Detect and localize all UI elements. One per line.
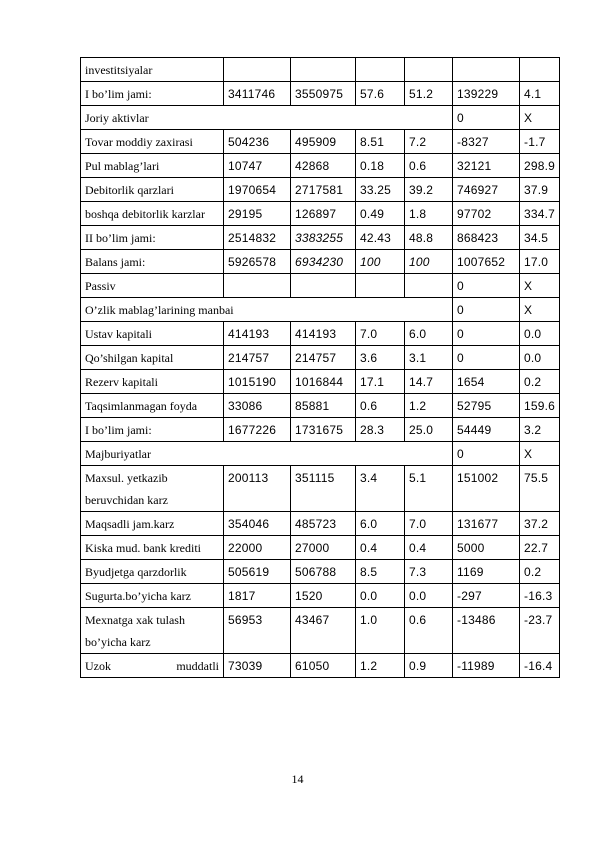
- table-row: [81, 346, 560, 370]
- cell: 85881: [291, 394, 356, 418]
- cell: 0: [453, 322, 520, 346]
- cell: -13486: [453, 608, 520, 654]
- table-row: [81, 560, 560, 584]
- row-label: Kiska mud. bank krediti: [81, 536, 224, 560]
- cell: 0.6: [405, 154, 453, 178]
- row-label: Taqsimlanmagan foyda: [81, 394, 224, 418]
- cell: 200113: [224, 466, 291, 512]
- cell: 100: [405, 250, 453, 274]
- cell: 0.6: [405, 608, 453, 654]
- cell: 159.6: [520, 394, 560, 418]
- cell: 5926578: [224, 250, 291, 274]
- cell: 25.0: [405, 418, 453, 442]
- cell: -1.7: [520, 130, 560, 154]
- table-row: [81, 442, 560, 466]
- row-label: Passiv: [81, 274, 224, 298]
- table-row: [81, 82, 560, 106]
- cell: 1654: [453, 370, 520, 394]
- cell: 28.3: [356, 418, 405, 442]
- cell: 3550975: [291, 82, 356, 106]
- cell: 39.2: [405, 178, 453, 202]
- cell: 139229: [453, 82, 520, 106]
- cell: 0.0: [520, 322, 560, 346]
- cell: 1.2: [405, 394, 453, 418]
- cell: 42.43: [356, 226, 405, 250]
- row-label: boshqa debitorlik karzlar: [81, 202, 224, 226]
- row-label: Tovar moddiy zaxirasi: [81, 130, 224, 154]
- cell: 51.2: [405, 82, 453, 106]
- cell: [356, 274, 405, 298]
- cell: 0.0: [405, 584, 453, 608]
- cell: 3411746: [224, 82, 291, 106]
- cell: 0: [453, 442, 520, 466]
- cell: 495909: [291, 130, 356, 154]
- cell: 37.2: [520, 512, 560, 536]
- cell: 0: [453, 274, 520, 298]
- cell: 1520: [291, 584, 356, 608]
- cell: 1.2: [356, 654, 405, 678]
- table-row: [81, 154, 560, 178]
- row-label: Maqsadli jam.karz: [81, 512, 224, 536]
- cell: 54449: [453, 418, 520, 442]
- row-label: Qo’shilgan kapital: [81, 346, 224, 370]
- cell: 505619: [224, 560, 291, 584]
- cell: 6.0: [405, 322, 453, 346]
- cell: 3.1: [405, 346, 453, 370]
- cell: 0.2: [520, 370, 560, 394]
- cell: 485723: [291, 512, 356, 536]
- row-label: I bo’lim jami:: [81, 82, 224, 106]
- cell: 10747: [224, 154, 291, 178]
- cell: -297: [453, 584, 520, 608]
- cell: 504236: [224, 130, 291, 154]
- cell: 3.4: [356, 466, 405, 512]
- table-row: [81, 608, 560, 654]
- cell: 6934230: [291, 250, 356, 274]
- cell: 1016844: [291, 370, 356, 394]
- table-row: [81, 370, 560, 394]
- cell: 8.5: [356, 560, 405, 584]
- table-row: [81, 654, 560, 678]
- row-label: Uzok muddatli: [81, 654, 224, 678]
- cell: -16.3: [520, 584, 560, 608]
- cell: 14.7: [405, 370, 453, 394]
- cell: 1.8: [405, 202, 453, 226]
- balance-table: [80, 57, 560, 678]
- section-heading: Joriy aktivlar: [81, 106, 453, 130]
- cell: 298.9: [520, 154, 560, 178]
- cell: 214757: [291, 346, 356, 370]
- table-row: [81, 178, 560, 202]
- row-label: I bo’lim jami:: [81, 418, 224, 442]
- cell: 17.0: [520, 250, 560, 274]
- table-row: [81, 250, 560, 274]
- cell: 0.6: [356, 394, 405, 418]
- cell: 0.2: [520, 560, 560, 584]
- cell: 0.0: [520, 346, 560, 370]
- cell: 0: [453, 106, 520, 130]
- cell: X: [520, 442, 560, 466]
- cell: -16.4: [520, 654, 560, 678]
- row-label: Debitorlik qarzlari: [81, 178, 224, 202]
- cell: 8.51: [356, 130, 405, 154]
- cell: 43467: [291, 608, 356, 654]
- cell: 354046: [224, 512, 291, 536]
- table-row: [81, 202, 560, 226]
- cell: 48.8: [405, 226, 453, 250]
- table-row: [81, 298, 560, 322]
- cell: 0.0: [356, 584, 405, 608]
- table-row: [81, 58, 560, 82]
- row-label: Mexnatga xak tulash bo’yicha karz: [81, 608, 224, 654]
- cell: -8327: [453, 130, 520, 154]
- table-row: [81, 226, 560, 250]
- cell: 34.5: [520, 226, 560, 250]
- cell: 3.2: [520, 418, 560, 442]
- cell: 17.1: [356, 370, 405, 394]
- cell: [291, 274, 356, 298]
- cell: [405, 58, 453, 82]
- row-label: Ustav kapitali: [81, 322, 224, 346]
- cell: 0.49: [356, 202, 405, 226]
- cell: 97702: [453, 202, 520, 226]
- cell: 42868: [291, 154, 356, 178]
- cell: [356, 58, 405, 82]
- cell: 52795: [453, 394, 520, 418]
- cell: [291, 58, 356, 82]
- cell: 334.7: [520, 202, 560, 226]
- row-label: II bo’lim jami:: [81, 226, 224, 250]
- cell: X: [520, 298, 560, 322]
- row-label: Rezerv kapitali: [81, 370, 224, 394]
- cell: 56953: [224, 608, 291, 654]
- cell: 100: [356, 250, 405, 274]
- cell: 61050: [291, 654, 356, 678]
- cell: X: [520, 274, 560, 298]
- cell: 1007652: [453, 250, 520, 274]
- cell: 1015190: [224, 370, 291, 394]
- cell: 7.2: [405, 130, 453, 154]
- cell: 0: [453, 346, 520, 370]
- row-label: investitsiyalar: [81, 58, 224, 82]
- cell: X: [520, 106, 560, 130]
- section-heading: O’zlik mablag’larining manbai: [81, 298, 453, 322]
- cell: 5.1: [405, 466, 453, 512]
- cell: 3.6: [356, 346, 405, 370]
- cell: 27000: [291, 536, 356, 560]
- cell: 506788: [291, 560, 356, 584]
- table-row: [81, 512, 560, 536]
- table-row: [81, 130, 560, 154]
- row-label: Maxsul. yetkazib beruvchidan karz: [81, 466, 224, 512]
- cell: [453, 58, 520, 82]
- cell: 22.7: [520, 536, 560, 560]
- cell: 131677: [453, 512, 520, 536]
- cell: 32121: [453, 154, 520, 178]
- cell: 73039: [224, 654, 291, 678]
- cell: 3383255: [291, 226, 356, 250]
- page-number: 14: [291, 772, 304, 786]
- section-heading: Majburiyatlar: [81, 442, 453, 466]
- cell: 1731675: [291, 418, 356, 442]
- cell: 57.6: [356, 82, 405, 106]
- cell: 75.5: [520, 466, 560, 512]
- cell: 868423: [453, 226, 520, 250]
- cell: 7.0: [356, 322, 405, 346]
- cell: 414193: [224, 322, 291, 346]
- row-label: Sugurta.bo’yicha karz: [81, 584, 224, 608]
- table-row: [81, 322, 560, 346]
- table-row: [81, 106, 560, 130]
- cell: 33.25: [356, 178, 405, 202]
- cell: 351115: [291, 466, 356, 512]
- row-label: Pul mablag’lari: [81, 154, 224, 178]
- cell: 1970654: [224, 178, 291, 202]
- cell: [405, 274, 453, 298]
- row-label: Balans jami:: [81, 250, 224, 274]
- cell: -11989: [453, 654, 520, 678]
- cell: 1.0: [356, 608, 405, 654]
- cell: 0.9: [405, 654, 453, 678]
- cell: 214757: [224, 346, 291, 370]
- cell: 1677226: [224, 418, 291, 442]
- cell: 126897: [291, 202, 356, 226]
- cell: 6.0: [356, 512, 405, 536]
- cell: 2514832: [224, 226, 291, 250]
- cell: 37.9: [520, 178, 560, 202]
- cell: 4.1: [520, 82, 560, 106]
- cell: 0.18: [356, 154, 405, 178]
- cell: 746927: [453, 178, 520, 202]
- cell: 33086: [224, 394, 291, 418]
- cell: 0: [453, 298, 520, 322]
- table-row: [81, 394, 560, 418]
- cell: 7.3: [405, 560, 453, 584]
- cell: 1817: [224, 584, 291, 608]
- table-row: [81, 536, 560, 560]
- cell: [224, 274, 291, 298]
- table-row: [81, 274, 560, 298]
- cell: 414193: [291, 322, 356, 346]
- cell: [520, 58, 560, 82]
- cell: [224, 58, 291, 82]
- cell: 0.4: [405, 536, 453, 560]
- row-label: Byudjetga qarzdorlik: [81, 560, 224, 584]
- cell: 5000: [453, 536, 520, 560]
- cell: 151002: [453, 466, 520, 512]
- cell: 22000: [224, 536, 291, 560]
- table-row: [81, 466, 560, 512]
- cell: 2717581: [291, 178, 356, 202]
- cell: -23.7: [520, 608, 560, 654]
- table-row: [81, 418, 560, 442]
- table-row: [81, 584, 560, 608]
- cell: 1169: [453, 560, 520, 584]
- cell: 7.0: [405, 512, 453, 536]
- cell: 29195: [224, 202, 291, 226]
- cell: 0.4: [356, 536, 405, 560]
